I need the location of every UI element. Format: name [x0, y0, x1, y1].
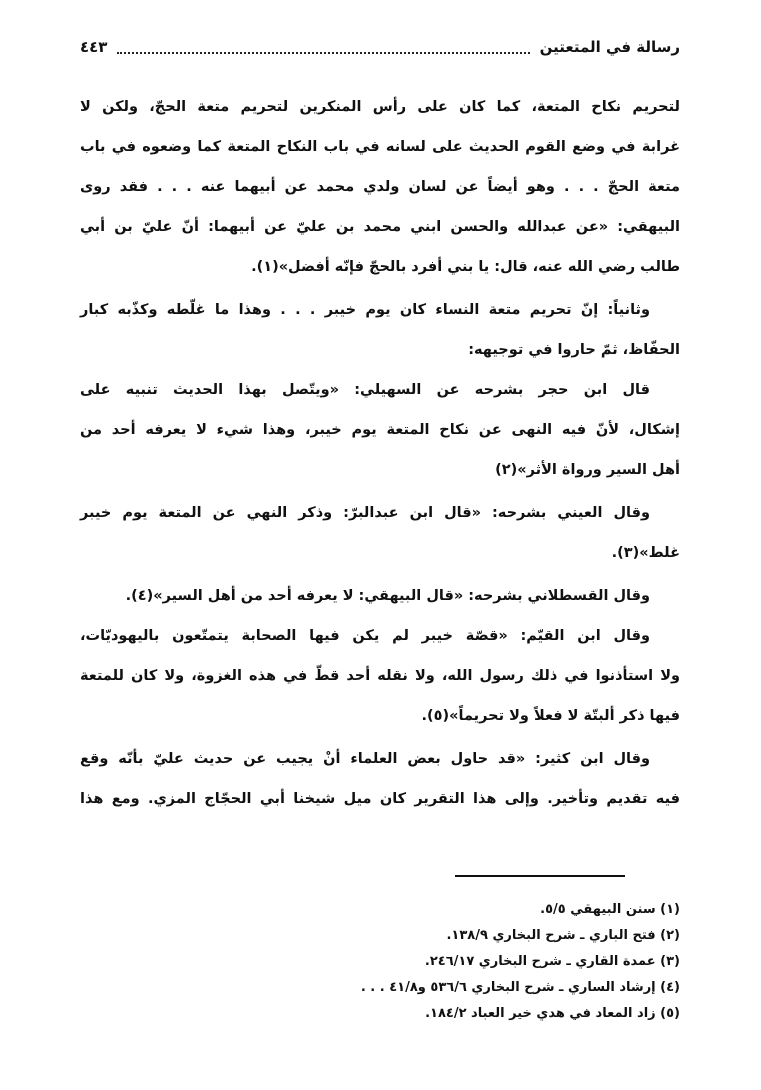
body-line: أهل السير ورواة الأثر»(٢) [495, 462, 680, 478]
body-line: غلط»(٣). [611, 545, 680, 561]
body-line: وقال العيني بشرحه: «قال ابن عبدالبرّ: وذكر النهي عن المتعة يوم خيبر [80, 505, 650, 521]
running-title: رسالة في المتعتين [539, 38, 680, 56]
running-header [80, 32, 680, 62]
leader-dots [117, 40, 529, 54]
body-line: لتحريم نكاح المتعة، كما كان على رأس المنكرين لتحريم متعة الحجّ، ولكن لا [80, 99, 680, 115]
footnotes [80, 897, 680, 1027]
body-line: غرابة في وضع القوم الحديث على لسانه في باب النكاح المتعة كما وضعوه في باب [80, 139, 680, 155]
body-line: متعة الحجّ . . . وهو أيضاً عن لسان ولدي محمد عن أبيهما عنه . . . فقد روى [80, 179, 680, 195]
body-line: وثانياً: إنّ تحريم متعة النساء كان يوم خيبر . . . وهذا ما غلّطه وكذّبه كبار [80, 302, 650, 318]
body-line: وقال ابن القيّم: «قصّة خيبر لم يكن فيها الصحابة يتمتّعون باليهوديّات، [80, 628, 650, 644]
body-line: البيهقي: «عن عبدالله والحسن ابني محمد بن عليّ عن أبيهما: أنّ عليّ بن أبي [80, 219, 680, 235]
footnote: (٢) فتح الباري ـ شرح البخاري ١٣٨/٩. [446, 928, 680, 943]
footnote: (٣) عمدة القاري ـ شرح البخاري ٢٤٦/١٧. [424, 954, 680, 969]
footnote: (٤) إرشاد الساري ـ شرح البخاري ٥٣٦/٦ و٤١/٨ . . . [360, 980, 680, 995]
body-line: الحفّاظ، ثمّ حاروا في توجيهه: [468, 342, 680, 358]
body-line: إشكال، لأنّ فيه النهى عن نكاح المتعة يوم خيبر، وهذا شيء لا يعرفه أحد من [80, 422, 680, 438]
body-line: فيها ذكر ألبتّة لا فعلاً ولا تحريماً»(٥). [421, 708, 680, 724]
body-line: طالب رضي الله عنه، قال: يا بني أفرد بالحجّ فإنّه أفضل»(١). [251, 259, 680, 275]
body-line: وقال القسطلاني بشرحه: «قال البيهقي: لا يعرفه أحد من أهل السير»(٤). [125, 588, 650, 604]
footnote-separator [455, 875, 625, 877]
body-line: ولا استأذنوا في ذلك رسول الله، ولا نقله أحد قطّ في هذه الغزوة، ولا كان للمتعة [80, 668, 680, 684]
body-line: فيه تقديم وتأخير. وإلى هذا التقرير كان ميل شيخنا أبي الحجّاج المزي. ومع هذا [80, 791, 680, 807]
body-line: قال ابن حجر بشرحه عن السهيلي: «ويتّصل بهذا الحديث تنبيه على [80, 382, 650, 398]
page-number: ٤٤٣ [80, 38, 108, 56]
footnote: (١) سنن البيهقي ٥/٥. [540, 902, 680, 917]
body-text [80, 90, 680, 822]
footnote: (٥) زاد المعاد في هدي خير العباد ١٨٤/٢. [425, 1006, 680, 1021]
body-line: وقال ابن كثير: «قد حاول بعض العلماء أنْ يجيب عن حديث عليّ بأنّه وقع [80, 751, 650, 767]
